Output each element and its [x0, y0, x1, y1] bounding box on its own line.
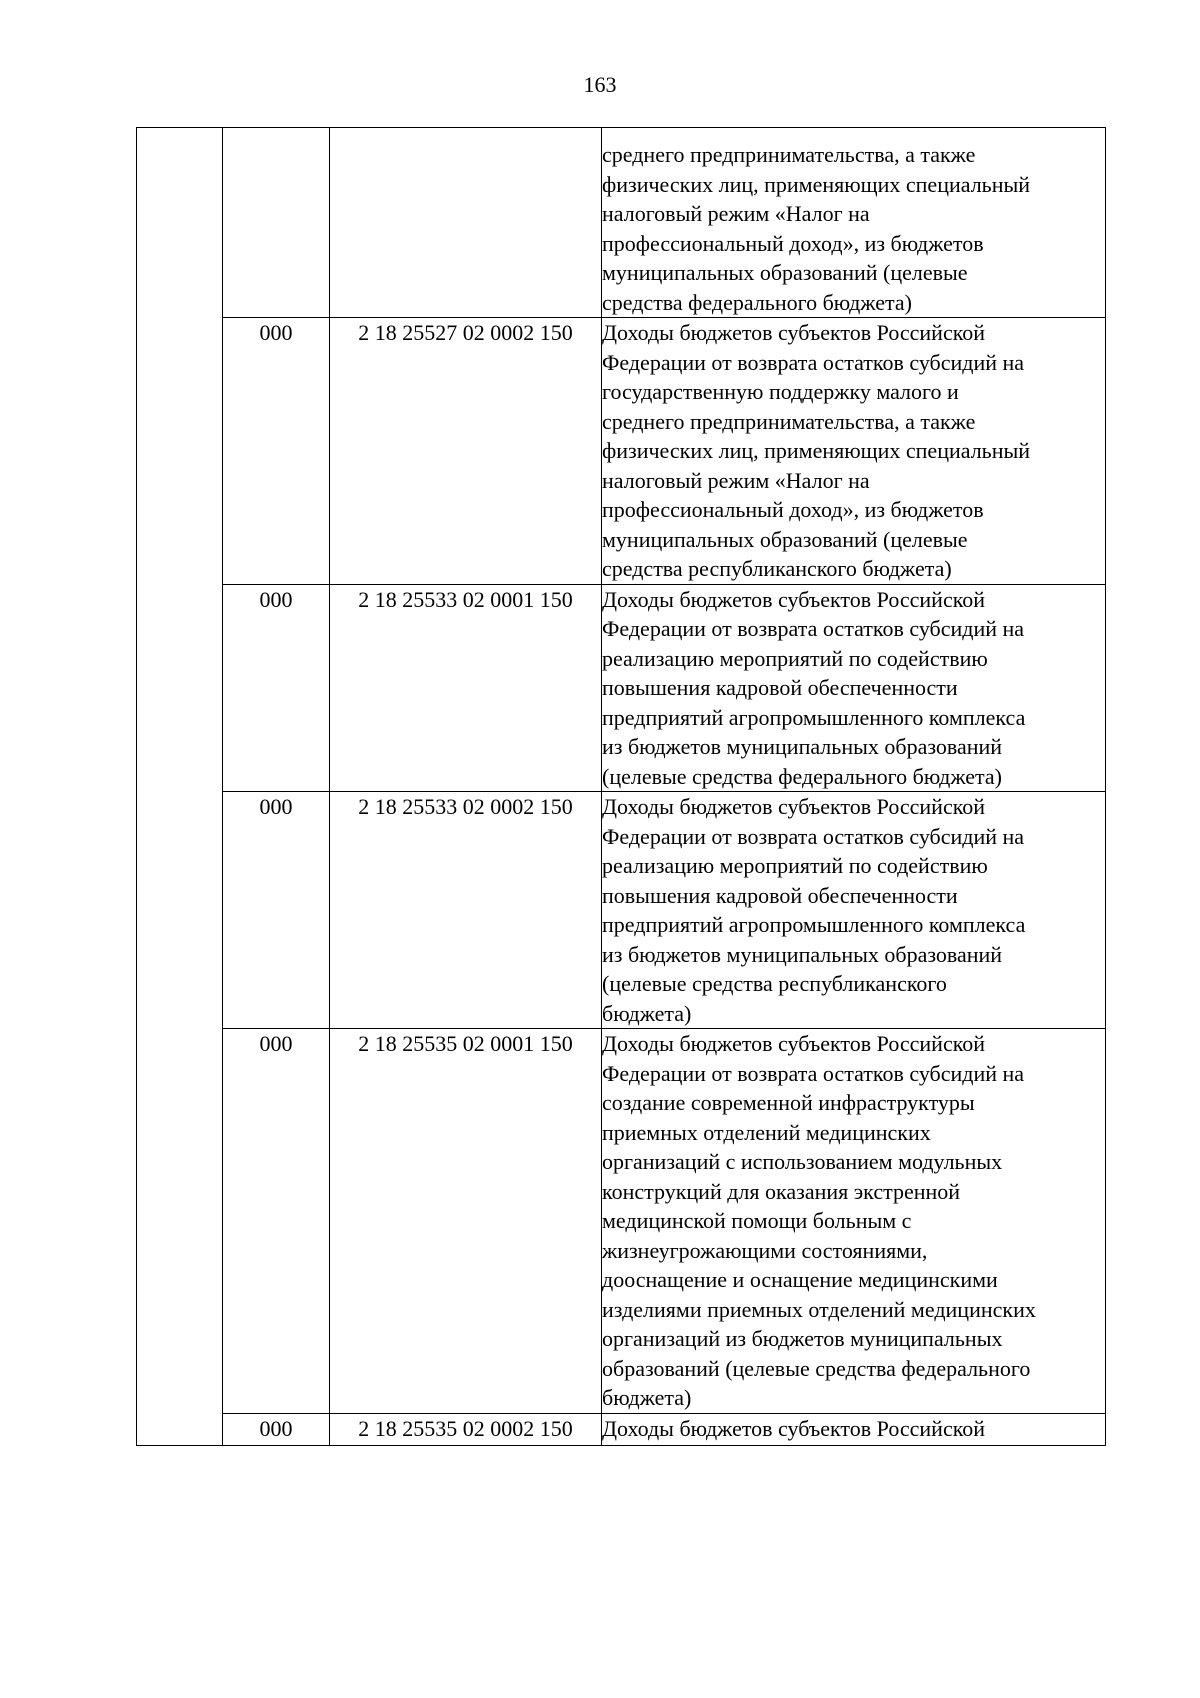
description-text: Доходы бюджетов субъектов Российской Федерации от возврата остатков субсидий на создание современной инфраструктуры приемных отделений медицинских организаций с использованием модульных конструкций для оказания экстренной медицинской помощи больным с жизнеугрожающими состояниями, дооснащение и оснащение медицинскими изделиями приемных отделений медицинских организаций из бюджетов муниципальных образований (целевые средства федерального бюджета)	[602, 1031, 1036, 1410]
admin-code-cell: 000	[223, 1413, 330, 1446]
description-cell	[602, 128, 1106, 318]
description-text: Доходы бюджетов субъектов Российской Федерации от возврата остатков субсидий на реализацию мероприятий по содействию повышения кадровой обеспеченности предприятий агропромышленного комплекса из бюджетов муниципальных образований (целевые средства республиканского бюджета)	[602, 794, 1026, 1026]
admin-code-cell: 000	[223, 1029, 330, 1414]
description-text: среднего предпринимательства, а также физических лиц, применяющих специальный налоговый режим «Налог на профессиональный доход», из бюджетов муниципальных образований (целевые средства федерального бюджета)	[602, 142, 1031, 315]
kbk-code-cell: 2 18 25535 02 0001 150	[330, 1029, 602, 1414]
table-row	[137, 792, 1106, 1029]
page-number: 163	[583, 72, 617, 97]
admin-code-cell: 000	[223, 318, 330, 585]
table-row	[137, 1413, 1106, 1446]
admin-code-cell: 000	[223, 584, 330, 792]
description-text: Доходы бюджетов субъектов Российской Федерации от возврата остатков субсидий на реализацию мероприятий по содействию повышения кадровой обеспеченности предприятий агропромышленного комплекса из бюджетов муниципальных образований (целевые средства федерального бюджета)	[602, 586, 1026, 789]
table-row	[137, 128, 1106, 318]
admin-code-cell	[223, 128, 330, 318]
table-row	[137, 584, 1106, 792]
description-cell	[602, 318, 1106, 585]
budget-classification-table	[136, 127, 1106, 1446]
kbk-code-cell: 2 18 25533 02 0001 150	[330, 584, 602, 792]
admin-code-cell: 000	[223, 792, 330, 1029]
description-cell	[602, 792, 1106, 1029]
description-cell	[602, 584, 1106, 792]
description-cell	[602, 1413, 1106, 1446]
description-cell	[602, 1029, 1106, 1414]
description-text: Доходы бюджетов субъектов Российской Федерации от возврата остатков субсидий на государственную поддержку малого и среднего предпринимательства, а также физических лиц, применяющих специальный налоговый режим «Налог на профессиональный доход», из бюджетов муниципальных образований (целевые средства республиканского бюджета)	[602, 320, 1031, 581]
description-text: Доходы бюджетов субъектов Российской	[602, 1415, 986, 1441]
kbk-code-cell: 2 18 25535 02 0002 150	[330, 1413, 602, 1446]
table-row	[137, 1029, 1106, 1414]
kbk-code-cell: 2 18 25527 02 0002 150	[330, 318, 602, 585]
table-row	[137, 318, 1106, 585]
kbk-code-cell	[330, 128, 602, 318]
group-column-cell	[137, 128, 223, 1446]
kbk-code-cell: 2 18 25533 02 0002 150	[330, 792, 602, 1029]
